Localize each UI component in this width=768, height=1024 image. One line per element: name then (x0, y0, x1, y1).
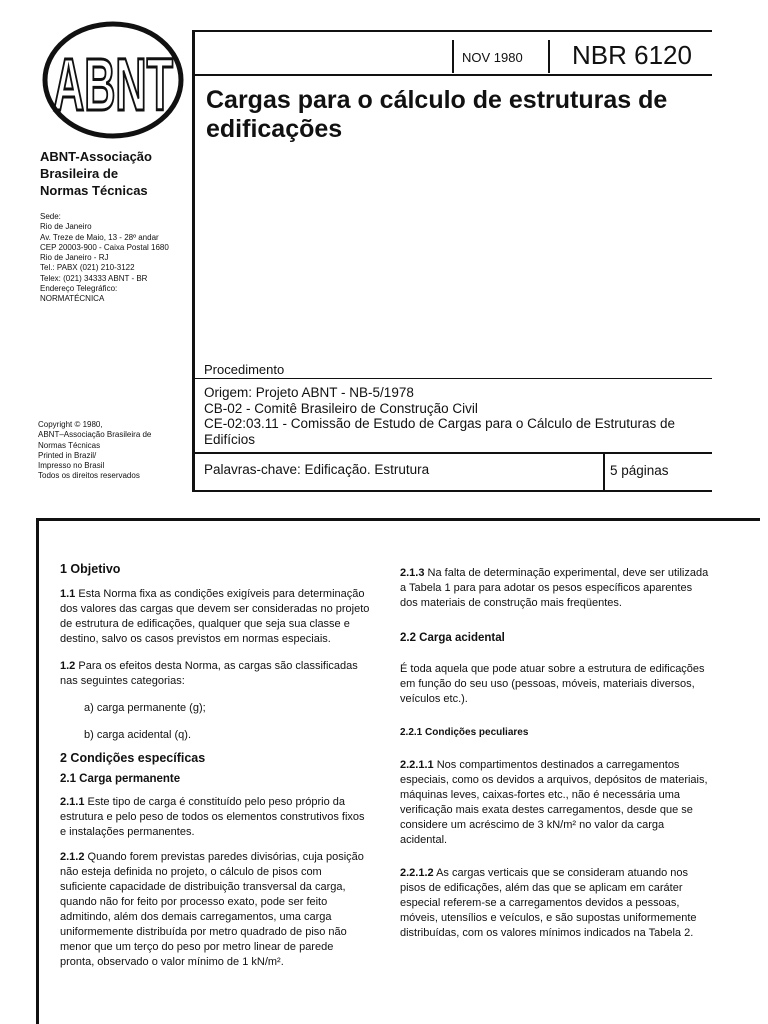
commission-line: CE-02:03.11 - Comissão de Estudo de Cargas para o Cálculo de Estruturas de Edifícios (204, 416, 676, 447)
header-vertical-rule (192, 30, 195, 490)
date-separator (452, 40, 454, 73)
keywords-bottom-rule (192, 490, 712, 492)
procedure-rule (192, 378, 712, 379)
section-2-heading: 2 Condições específicas (60, 751, 206, 765)
committee-line: CB-02 - Comitê Brasileiro de Construção Civil (204, 400, 478, 416)
paragraph-2-1-2: 2.1.2 Quando forem previstas paredes divisórias, cuja posição não esteja definida no projeto, o cálculo de pisos com suficiente capacidade de distribuição transversal da carga, quando não for feito por processo exato, pode ser feito admitindo, além dos demais carregamentos, uma carga uniformemente distribuída por metro quadrado de piso não menor que um terço do peso por metro linear de parede pronta, observado o valor mínimo de 1 kN/m². (60, 851, 364, 968)
list-item-b: b) carga acidental (q). (84, 729, 191, 741)
page-count: 5 páginas (610, 463, 669, 478)
body-left-rule (36, 518, 39, 1024)
logo-text: ABNT (53, 43, 173, 126)
procedure-label: Procedimento (204, 362, 285, 377)
origin-block (204, 385, 714, 447)
title-rule (192, 74, 712, 76)
keywords: Palavras-chave: Edificação. Estrutura (204, 462, 430, 477)
document-title: Cargas para o cálculo de estruturas de edificações (206, 86, 668, 143)
origin-line: Origem: Projeto ABNT - NB-5/1978 (204, 385, 414, 400)
section-2-2-heading: 2.2 Carga acidental (400, 632, 505, 644)
organization-name: ABNT-Associação Brasileira de Normas Técnicas (40, 149, 152, 198)
right-column (400, 566, 712, 941)
paragraph-2-1-3: 2.1.3 Na falta de determinação experimental, deve ser utilizada a Tabela 1 para para adotar os pesos específicos aparentes dos materiais de construção mais freqüentes. (400, 567, 709, 609)
paragraph-2-1-1: 2.1.1 Este tipo de carga é constituído pelo peso próprio da estrutura e pelo peso de todos os elementos construtivos fixos e instalações permanentes. (60, 796, 365, 838)
section-2-2-1-heading: 2.2.1 Condições peculiares (400, 727, 529, 738)
publication-date: NOV 1980 (462, 50, 523, 65)
section-2-1-heading: 2.1 Carga permanente (60, 773, 181, 785)
copyright-block: Copyright © 1980, ABNT–Associação Brasileira de Normas Técnicas Printed in Brazil/ Impresso no Brasil Todos os direitos reservados (38, 420, 152, 481)
paragraph-1-1: 1.1 Esta Norma fixa as condições exigíveis para determinação dos valores das cargas que devem ser consideradas no projeto de estrutura de edificações, qualquer que seja sua classe e destino, salvo os casos previstos em normas especiais. (60, 588, 370, 645)
paragraph-2-2: É toda aquela que pode atuar sobre a estrutura de edificações em função do seu uso (pessoas, móveis, materiais diversos, veículos etc.). (400, 663, 705, 705)
list-item-a: a) carga permanente (g); (84, 702, 206, 714)
paragraph-2-2-1-2: 2.2.1.2 As cargas verticais que se consideram atuando nos pisos de edificações, além das que se aplicam em caráter especial referem-se a carregamentos devidos a pessoas, móveis, utensílios e veículos, e são supostas uniformemente distribuídas, com os valores mínimos indicados na Tabela 2. (400, 867, 697, 939)
address-block: Sede: Rio de Janeiro Av. Treze de Maio, 13 - 28º andar CEP 20003-900 - Caixa Postal 1680 Rio de Janeiro - RJ Tel.: PABX (021) 210-3122 Telex: (021) 34333 ABNT - BR Endereço Telegráfico: NORMATÉCNICA (40, 212, 169, 304)
paragraph-2-2-1-1: 2.2.1.1 Nos compartimentos destinados a carregamentos especiais, como os devidos a arquivos, depósitos de materiais, máquinas leves, caixas-fortes etc., não é necessária uma verificação mais exata destes carregamentos, desde que se considere um acréscimo de 3 kN/m² no valor da carga acidental. (400, 759, 708, 846)
header-top-rule (192, 30, 712, 32)
paragraph-1-2: 1.2 Para os efeitos desta Norma, as cargas são classificadas nas seguintes categorias: (60, 660, 358, 687)
keywords-top-rule (192, 452, 712, 454)
code-separator (548, 40, 550, 73)
abnt-logo (38, 20, 188, 140)
standard-code: NBR 6120 (572, 40, 692, 70)
body-top-rule (36, 518, 760, 521)
pages-separator (603, 452, 605, 490)
left-column (60, 562, 370, 970)
section-1-heading: 1 Objetivo (60, 562, 121, 576)
